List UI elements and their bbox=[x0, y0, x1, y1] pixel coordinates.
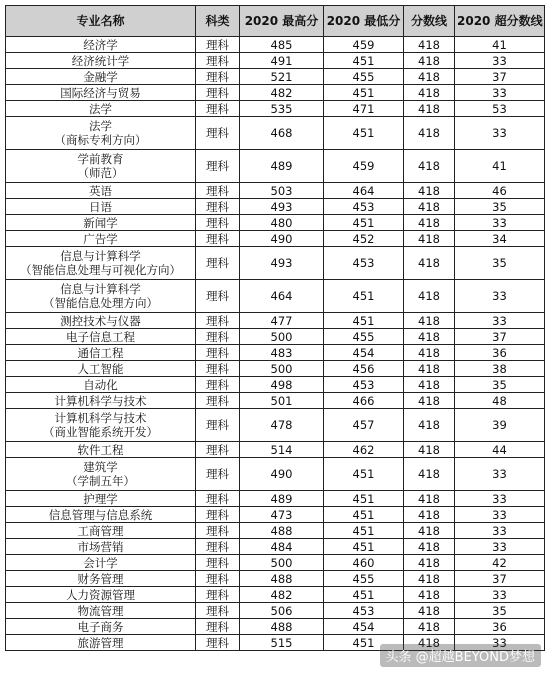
max-score-cell: 500 bbox=[240, 329, 324, 345]
cutoff-line-cell: 418 bbox=[404, 117, 455, 150]
major-name: 电子商务 bbox=[77, 619, 124, 634]
category-cell: 理科 bbox=[196, 345, 240, 361]
min-score-cell: 451 bbox=[324, 523, 404, 539]
major-cell bbox=[6, 329, 196, 345]
cutoff-line-cell: 418 bbox=[404, 361, 455, 377]
major-name: 学前教育 bbox=[77, 152, 124, 166]
major-name: 财务管理 bbox=[77, 571, 124, 586]
category-cell: 理科 bbox=[196, 619, 240, 635]
cutoff-line-cell: 418 bbox=[404, 199, 455, 215]
category-cell: 理科 bbox=[196, 458, 240, 491]
major-cell bbox=[6, 377, 196, 393]
major-name: 物流管理 bbox=[77, 603, 124, 618]
min-score-cell: 455 bbox=[324, 69, 404, 85]
max-score-cell: 464 bbox=[240, 280, 324, 313]
cutoff-line-cell: 418 bbox=[404, 345, 455, 361]
max-score-cell: 485 bbox=[240, 37, 324, 53]
max-score-cell: 498 bbox=[240, 377, 324, 393]
min-score-cell: 451 bbox=[324, 491, 404, 507]
min-score-cell: 457 bbox=[324, 409, 404, 442]
min-score-cell: 456 bbox=[324, 361, 404, 377]
table-row bbox=[6, 231, 545, 247]
min-score-cell: 451 bbox=[324, 53, 404, 69]
over-cutoff-cell: 33 bbox=[455, 507, 545, 523]
table-row bbox=[6, 458, 545, 491]
over-cutoff-cell: 34 bbox=[455, 231, 545, 247]
major-cell bbox=[6, 523, 196, 539]
cutoff-line-cell: 418 bbox=[404, 635, 455, 651]
major-name: 人力资源管理 bbox=[66, 587, 135, 602]
header-min-score: 2020 最低分 bbox=[324, 6, 404, 37]
table-row bbox=[6, 329, 545, 345]
major-name: 计算机科学与技术 bbox=[54, 411, 147, 425]
header-max-score: 2020 最高分 bbox=[240, 6, 324, 37]
max-score-cell: 493 bbox=[240, 199, 324, 215]
major-name: 软件工程 bbox=[77, 442, 124, 457]
min-score-cell: 471 bbox=[324, 101, 404, 117]
header-major: 专业名称 bbox=[6, 6, 196, 37]
min-score-cell: 453 bbox=[324, 377, 404, 393]
category-cell: 理科 bbox=[196, 587, 240, 603]
cutoff-line-cell: 418 bbox=[404, 85, 455, 101]
major-direction: （商标专利方向） bbox=[54, 133, 147, 147]
table-row bbox=[6, 409, 545, 442]
max-score-cell: 490 bbox=[240, 231, 324, 247]
category-cell: 理科 bbox=[196, 442, 240, 458]
major-direction: （学制五年） bbox=[66, 474, 135, 488]
major-cell bbox=[6, 101, 196, 117]
min-score-cell: 451 bbox=[324, 507, 404, 523]
major-cell bbox=[6, 183, 196, 199]
max-score-cell: 503 bbox=[240, 183, 324, 199]
major-cell bbox=[6, 571, 196, 587]
category-cell: 理科 bbox=[196, 329, 240, 345]
over-cutoff-cell: 35 bbox=[455, 377, 545, 393]
category-cell: 理科 bbox=[196, 571, 240, 587]
category-cell: 理科 bbox=[196, 507, 240, 523]
over-cutoff-cell: 33 bbox=[455, 215, 545, 231]
max-score-cell: 483 bbox=[240, 345, 324, 361]
table-row bbox=[6, 555, 545, 571]
max-score-cell: 488 bbox=[240, 523, 324, 539]
major-cell bbox=[6, 587, 196, 603]
major-direction: （商业智能系统开发） bbox=[43, 425, 158, 439]
table-row bbox=[6, 37, 545, 53]
cutoff-line-cell: 418 bbox=[404, 393, 455, 409]
major-cell bbox=[6, 345, 196, 361]
min-score-cell: 451 bbox=[324, 458, 404, 491]
max-score-cell: 500 bbox=[240, 555, 324, 571]
cutoff-line-cell: 418 bbox=[404, 183, 455, 199]
cutoff-line-cell: 418 bbox=[404, 507, 455, 523]
header-category: 科类 bbox=[196, 6, 240, 37]
max-score-cell: 488 bbox=[240, 571, 324, 587]
cutoff-line-cell: 418 bbox=[404, 313, 455, 329]
table-row bbox=[6, 150, 545, 183]
over-cutoff-cell: 35 bbox=[455, 603, 545, 619]
min-score-cell: 454 bbox=[324, 619, 404, 635]
major-cell bbox=[6, 361, 196, 377]
admission-score-table bbox=[5, 5, 545, 651]
min-score-cell: 466 bbox=[324, 393, 404, 409]
cutoff-line-cell: 418 bbox=[404, 377, 455, 393]
over-cutoff-cell: 37 bbox=[455, 329, 545, 345]
max-score-cell: 480 bbox=[240, 215, 324, 231]
major-direction: （智能信息处理方向） bbox=[43, 296, 158, 310]
min-score-cell: 451 bbox=[324, 280, 404, 313]
table-row bbox=[6, 280, 545, 313]
max-score-cell: 515 bbox=[240, 635, 324, 651]
over-cutoff-cell: 33 bbox=[455, 523, 545, 539]
major-cell bbox=[6, 280, 196, 313]
major-cell bbox=[6, 313, 196, 329]
max-score-cell: 482 bbox=[240, 587, 324, 603]
over-cutoff-cell: 35 bbox=[455, 247, 545, 280]
category-cell: 理科 bbox=[196, 183, 240, 199]
table-row bbox=[6, 101, 545, 117]
major-name: 信息与计算科学 bbox=[60, 249, 141, 263]
major-name: 电子信息工程 bbox=[66, 329, 135, 344]
min-score-cell: 459 bbox=[324, 150, 404, 183]
over-cutoff-cell: 41 bbox=[455, 150, 545, 183]
table-row bbox=[6, 69, 545, 85]
major-name: 国际经济与贸易 bbox=[60, 85, 141, 100]
max-score-cell: 477 bbox=[240, 313, 324, 329]
major-name: 护理学 bbox=[83, 491, 118, 506]
major-name: 英语 bbox=[89, 183, 112, 198]
over-cutoff-cell: 35 bbox=[455, 199, 545, 215]
major-name: 金融学 bbox=[83, 69, 118, 84]
major-name: 自动化 bbox=[83, 377, 118, 392]
min-score-cell: 451 bbox=[324, 85, 404, 101]
major-cell bbox=[6, 215, 196, 231]
over-cutoff-cell: 42 bbox=[455, 555, 545, 571]
min-score-cell: 455 bbox=[324, 571, 404, 587]
table-row bbox=[6, 539, 545, 555]
max-score-cell: 488 bbox=[240, 619, 324, 635]
max-score-cell: 493 bbox=[240, 247, 324, 280]
major-name: 日语 bbox=[89, 199, 112, 214]
major-name: 信息与计算科学 bbox=[60, 282, 141, 296]
category-cell: 理科 bbox=[196, 69, 240, 85]
major-cell bbox=[6, 117, 196, 150]
major-cell bbox=[6, 53, 196, 69]
major-cell bbox=[6, 507, 196, 523]
major-cell bbox=[6, 603, 196, 619]
table-row bbox=[6, 491, 545, 507]
table-row bbox=[6, 345, 545, 361]
cutoff-line-cell: 418 bbox=[404, 491, 455, 507]
max-score-cell: 506 bbox=[240, 603, 324, 619]
over-cutoff-cell: 44 bbox=[455, 442, 545, 458]
category-cell: 理科 bbox=[196, 231, 240, 247]
major-cell bbox=[6, 458, 196, 491]
category-cell: 理科 bbox=[196, 280, 240, 313]
category-cell: 理科 bbox=[196, 215, 240, 231]
cutoff-line-cell: 418 bbox=[404, 555, 455, 571]
major-name: 经济统计学 bbox=[71, 53, 130, 68]
category-cell: 理科 bbox=[196, 491, 240, 507]
major-direction: （智能信息处理与可视化方向） bbox=[20, 263, 181, 277]
over-cutoff-cell: 48 bbox=[455, 393, 545, 409]
cutoff-line-cell: 418 bbox=[404, 329, 455, 345]
min-score-cell: 451 bbox=[324, 635, 404, 651]
over-cutoff-cell: 33 bbox=[455, 85, 545, 101]
max-score-cell: 491 bbox=[240, 53, 324, 69]
major-name: 测控技术与仪器 bbox=[60, 313, 141, 328]
max-score-cell: 489 bbox=[240, 491, 324, 507]
min-score-cell: 454 bbox=[324, 345, 404, 361]
table-row bbox=[6, 507, 545, 523]
category-cell: 理科 bbox=[196, 313, 240, 329]
table-row bbox=[6, 587, 545, 603]
category-cell: 理科 bbox=[196, 37, 240, 53]
major-cell bbox=[6, 37, 196, 53]
category-cell: 理科 bbox=[196, 101, 240, 117]
over-cutoff-cell: 36 bbox=[455, 619, 545, 635]
over-cutoff-cell: 36 bbox=[455, 345, 545, 361]
major-name: 经济学 bbox=[83, 37, 118, 52]
over-cutoff-cell: 41 bbox=[455, 37, 545, 53]
category-cell: 理科 bbox=[196, 85, 240, 101]
table-row bbox=[6, 361, 545, 377]
category-cell: 理科 bbox=[196, 635, 240, 651]
table-row bbox=[6, 571, 545, 587]
min-score-cell: 462 bbox=[324, 442, 404, 458]
category-cell: 理科 bbox=[196, 523, 240, 539]
min-score-cell: 464 bbox=[324, 183, 404, 199]
major-cell bbox=[6, 635, 196, 651]
table-row bbox=[6, 85, 545, 101]
category-cell: 理科 bbox=[196, 361, 240, 377]
major-cell bbox=[6, 150, 196, 183]
major-name: 法学 bbox=[89, 119, 112, 133]
min-score-cell: 453 bbox=[324, 603, 404, 619]
over-cutoff-cell: 39 bbox=[455, 409, 545, 442]
major-name: 会计学 bbox=[83, 555, 118, 570]
max-score-cell: 500 bbox=[240, 361, 324, 377]
table-row bbox=[6, 619, 545, 635]
major-cell bbox=[6, 409, 196, 442]
over-cutoff-cell: 33 bbox=[455, 491, 545, 507]
over-cutoff-cell: 33 bbox=[455, 117, 545, 150]
min-score-cell: 455 bbox=[324, 329, 404, 345]
over-cutoff-cell: 33 bbox=[455, 587, 545, 603]
table-header bbox=[6, 6, 545, 37]
min-score-cell: 460 bbox=[324, 555, 404, 571]
min-score-cell: 451 bbox=[324, 313, 404, 329]
over-cutoff-cell: 38 bbox=[455, 361, 545, 377]
over-cutoff-cell: 37 bbox=[455, 571, 545, 587]
cutoff-line-cell: 418 bbox=[404, 603, 455, 619]
max-score-cell: 535 bbox=[240, 101, 324, 117]
table-row bbox=[6, 603, 545, 619]
over-cutoff-cell: 53 bbox=[455, 101, 545, 117]
max-score-cell: 490 bbox=[240, 458, 324, 491]
cutoff-line-cell: 418 bbox=[404, 231, 455, 247]
major-cell bbox=[6, 442, 196, 458]
min-score-cell: 451 bbox=[324, 587, 404, 603]
table-row bbox=[6, 117, 545, 150]
over-cutoff-cell: 33 bbox=[455, 635, 545, 651]
max-score-cell: 489 bbox=[240, 150, 324, 183]
header-row bbox=[6, 6, 545, 37]
major-name: 市场营销 bbox=[77, 539, 124, 554]
header-over-cutoff: 2020 超分数线 bbox=[455, 6, 545, 37]
category-cell: 理科 bbox=[196, 393, 240, 409]
cutoff-line-cell: 418 bbox=[404, 280, 455, 313]
header-cutoff-line: 分数线 bbox=[404, 6, 455, 37]
major-name: 旅游管理 bbox=[77, 635, 124, 650]
over-cutoff-cell: 33 bbox=[455, 280, 545, 313]
max-score-cell: 521 bbox=[240, 69, 324, 85]
max-score-cell: 468 bbox=[240, 117, 324, 150]
major-name: 广告学 bbox=[83, 231, 118, 246]
major-name: 信息管理与信息系统 bbox=[48, 507, 153, 522]
major-name: 计算机科学与技术 bbox=[54, 393, 147, 408]
cutoff-line-cell: 418 bbox=[404, 619, 455, 635]
cutoff-line-cell: 418 bbox=[404, 215, 455, 231]
category-cell: 理科 bbox=[196, 377, 240, 393]
major-direction: （师范） bbox=[77, 166, 124, 180]
min-score-cell: 451 bbox=[324, 215, 404, 231]
category-cell: 理科 bbox=[196, 150, 240, 183]
watermark: 头条 @超越BEYOND梦想 bbox=[380, 644, 541, 667]
category-cell: 理科 bbox=[196, 199, 240, 215]
table-row bbox=[6, 215, 545, 231]
cutoff-line-cell: 418 bbox=[404, 37, 455, 53]
table-row bbox=[6, 393, 545, 409]
table-row bbox=[6, 247, 545, 280]
max-score-cell: 484 bbox=[240, 539, 324, 555]
major-cell bbox=[6, 393, 196, 409]
max-score-cell: 482 bbox=[240, 85, 324, 101]
category-cell: 理科 bbox=[196, 117, 240, 150]
cutoff-line-cell: 418 bbox=[404, 571, 455, 587]
over-cutoff-cell: 33 bbox=[455, 53, 545, 69]
table-body bbox=[6, 37, 545, 651]
major-cell bbox=[6, 555, 196, 571]
cutoff-line-cell: 418 bbox=[404, 442, 455, 458]
table-row bbox=[6, 183, 545, 199]
over-cutoff-cell: 33 bbox=[455, 313, 545, 329]
major-cell bbox=[6, 539, 196, 555]
cutoff-line-cell: 418 bbox=[404, 587, 455, 603]
cutoff-line-cell: 418 bbox=[404, 69, 455, 85]
major-cell bbox=[6, 247, 196, 280]
max-score-cell: 514 bbox=[240, 442, 324, 458]
major-name: 新闻学 bbox=[83, 215, 118, 230]
major-name: 通信工程 bbox=[77, 345, 124, 360]
major-cell bbox=[6, 199, 196, 215]
min-score-cell: 452 bbox=[324, 231, 404, 247]
table-row bbox=[6, 53, 545, 69]
major-cell bbox=[6, 491, 196, 507]
min-score-cell: 453 bbox=[324, 247, 404, 280]
cutoff-line-cell: 418 bbox=[404, 523, 455, 539]
over-cutoff-cell: 37 bbox=[455, 69, 545, 85]
cutoff-line-cell: 418 bbox=[404, 247, 455, 280]
cutoff-line-cell: 418 bbox=[404, 150, 455, 183]
over-cutoff-cell: 46 bbox=[455, 183, 545, 199]
category-cell: 理科 bbox=[196, 247, 240, 280]
cutoff-line-cell: 418 bbox=[404, 53, 455, 69]
category-cell: 理科 bbox=[196, 409, 240, 442]
major-name: 人工智能 bbox=[77, 361, 124, 376]
over-cutoff-cell: 33 bbox=[455, 458, 545, 491]
cutoff-line-cell: 418 bbox=[404, 409, 455, 442]
category-cell: 理科 bbox=[196, 53, 240, 69]
major-name: 建筑学 bbox=[83, 460, 118, 474]
cutoff-line-cell: 418 bbox=[404, 539, 455, 555]
major-cell bbox=[6, 69, 196, 85]
table-row bbox=[6, 313, 545, 329]
major-name: 工商管理 bbox=[77, 523, 124, 538]
major-name: 法学 bbox=[89, 101, 112, 116]
category-cell: 理科 bbox=[196, 603, 240, 619]
major-cell bbox=[6, 619, 196, 635]
table-row bbox=[6, 377, 545, 393]
max-score-cell: 473 bbox=[240, 507, 324, 523]
min-score-cell: 453 bbox=[324, 199, 404, 215]
cutoff-line-cell: 418 bbox=[404, 101, 455, 117]
table-row bbox=[6, 523, 545, 539]
min-score-cell: 451 bbox=[324, 117, 404, 150]
table-row bbox=[6, 199, 545, 215]
over-cutoff-cell: 33 bbox=[455, 539, 545, 555]
category-cell: 理科 bbox=[196, 555, 240, 571]
major-cell bbox=[6, 85, 196, 101]
max-score-cell: 478 bbox=[240, 409, 324, 442]
min-score-cell: 459 bbox=[324, 37, 404, 53]
major-cell bbox=[6, 231, 196, 247]
table-row bbox=[6, 442, 545, 458]
min-score-cell: 451 bbox=[324, 539, 404, 555]
cutoff-line-cell: 418 bbox=[404, 458, 455, 491]
category-cell: 理科 bbox=[196, 539, 240, 555]
max-score-cell: 501 bbox=[240, 393, 324, 409]
